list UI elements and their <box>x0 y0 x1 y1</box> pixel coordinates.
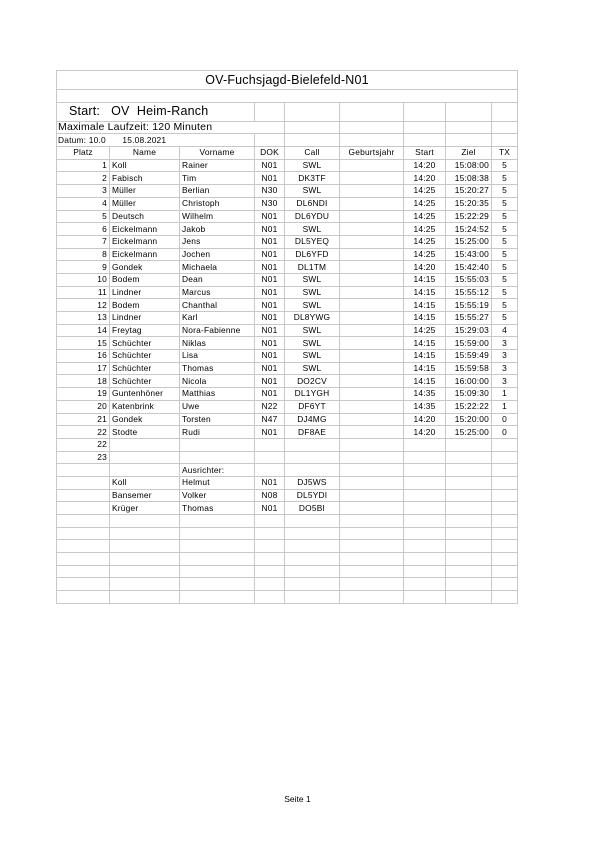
table-cell: 18 <box>57 375 110 388</box>
table-cell: Koll <box>110 159 180 172</box>
table-cell: Schüchter <box>110 375 180 388</box>
table-row <box>57 426 518 439</box>
table-cell: 4 <box>492 324 518 337</box>
table-cell: 15:20:00 <box>446 413 492 426</box>
table-cell: Katenbrink <box>110 400 180 413</box>
table-row <box>57 273 518 286</box>
table-cell: N01 <box>255 159 285 172</box>
table-cell: 15:55:03 <box>446 273 492 286</box>
start-location: Start: OV Heim-Ranch <box>57 102 255 121</box>
table-cell: 8 <box>57 248 110 261</box>
table-cell <box>340 451 404 464</box>
table-cell: DF8AE <box>285 426 340 439</box>
table-row <box>57 223 518 236</box>
table-cell: SWL <box>285 185 340 198</box>
col-header: TX <box>492 147 518 160</box>
ausrichter-row <box>57 489 518 502</box>
col-header: DOK <box>255 147 285 160</box>
table-cell: 5 <box>492 312 518 325</box>
table-cell: 15:55:19 <box>446 299 492 312</box>
table-cell: 20 <box>57 400 110 413</box>
table-cell: N08 <box>255 489 285 502</box>
table-row <box>57 197 518 210</box>
table-cell <box>340 375 404 388</box>
table-cell: Jens <box>180 235 255 248</box>
table-cell: 14:25 <box>404 185 446 198</box>
table-cell: Berlian <box>180 185 255 198</box>
col-header: Geburtsjahr <box>340 147 404 160</box>
table-cell <box>180 438 255 451</box>
col-header: Platz <box>57 147 110 160</box>
table-cell: 5 <box>492 223 518 236</box>
table-cell: Matthias <box>180 388 255 401</box>
table-cell <box>340 350 404 363</box>
table-cell <box>285 451 340 464</box>
table-cell: 14:15 <box>404 286 446 299</box>
table-cell: Schüchter <box>110 350 180 363</box>
table-cell: 15:09:30 <box>446 388 492 401</box>
table-cell <box>340 438 404 451</box>
table-cell: 15:25:00 <box>446 235 492 248</box>
table-cell: SWL <box>285 273 340 286</box>
table-cell: N01 <box>255 362 285 375</box>
table-row <box>57 185 518 198</box>
table-cell: Uwe <box>180 400 255 413</box>
table-cell: 14:15 <box>404 273 446 286</box>
table-row <box>57 210 518 223</box>
col-header: Name <box>110 147 180 160</box>
table-cell: Marcus <box>180 286 255 299</box>
table-cell: N30 <box>255 185 285 198</box>
table-cell <box>340 248 404 261</box>
col-header: Start <box>404 147 446 160</box>
table-cell: N01 <box>255 248 285 261</box>
table-cell: 23 <box>57 451 110 464</box>
table-cell: 5 <box>492 248 518 261</box>
table-cell: Jakob <box>180 223 255 236</box>
table-cell: 14:15 <box>404 375 446 388</box>
table-cell <box>340 312 404 325</box>
table-cell: 6 <box>57 223 110 236</box>
table-cell: N01 <box>255 172 285 185</box>
table-cell: 17 <box>57 362 110 375</box>
table-cell: Volker <box>180 489 255 502</box>
table-cell: 16:00:00 <box>446 375 492 388</box>
table-cell: Koll <box>110 476 180 489</box>
table-row <box>57 362 518 375</box>
table-cell: Jochen <box>180 248 255 261</box>
table-cell: DO2CV <box>285 375 340 388</box>
table-cell: 3 <box>57 185 110 198</box>
table-row <box>57 400 518 413</box>
table-cell: 14:20 <box>404 413 446 426</box>
table-cell: 1 <box>492 388 518 401</box>
table-cell <box>340 400 404 413</box>
table-cell: Rudi <box>180 426 255 439</box>
table-cell <box>340 413 404 426</box>
table-cell: 14:35 <box>404 388 446 401</box>
table-cell: SWL <box>285 159 340 172</box>
table-cell: 14:25 <box>404 223 446 236</box>
table-cell: Gondek <box>110 261 180 274</box>
table-cell <box>340 185 404 198</box>
table-cell: N01 <box>255 337 285 350</box>
table-cell <box>340 235 404 248</box>
table-cell: 14:35 <box>404 400 446 413</box>
table-cell: N30 <box>255 197 285 210</box>
table-cell: 15:22:22 <box>446 400 492 413</box>
table-cell: 4 <box>57 197 110 210</box>
table-cell: 5 <box>57 210 110 223</box>
table-cell: Eickelmann <box>110 235 180 248</box>
table-cell: DJ5WS <box>285 476 340 489</box>
table-cell: 5 <box>492 273 518 286</box>
col-header: Ziel <box>446 147 492 160</box>
table-cell: 15:25:00 <box>446 426 492 439</box>
col-header: Call <box>285 147 340 160</box>
table-cell: 14:20 <box>404 426 446 439</box>
table-cell: 5 <box>492 286 518 299</box>
empty-row <box>57 553 518 566</box>
table-cell: SWL <box>285 362 340 375</box>
ausrichter-row <box>57 502 518 515</box>
table-cell: 10 <box>57 273 110 286</box>
table-cell <box>404 451 446 464</box>
table-cell: 15:55:12 <box>446 286 492 299</box>
table-cell: 15:24:52 <box>446 223 492 236</box>
table-cell: Lindner <box>110 312 180 325</box>
table-cell: 5 <box>492 210 518 223</box>
table-cell <box>492 451 518 464</box>
table-cell <box>255 438 285 451</box>
table-cell: DL5YEQ <box>285 235 340 248</box>
table-cell: 3 <box>492 350 518 363</box>
table-cell: SWL <box>285 223 340 236</box>
table-cell: Eickelmann <box>110 248 180 261</box>
table-cell: Karl <box>180 312 255 325</box>
table-cell <box>446 451 492 464</box>
table-cell: 14:20 <box>404 172 446 185</box>
table-cell: N01 <box>255 502 285 515</box>
table-cell: 15:22:29 <box>446 210 492 223</box>
table-row <box>57 286 518 299</box>
empty-row <box>57 515 518 528</box>
table-cell: 14:25 <box>404 248 446 261</box>
table-cell <box>340 197 404 210</box>
table-cell: Schüchter <box>110 362 180 375</box>
table-cell: 5 <box>492 197 518 210</box>
table-cell <box>340 210 404 223</box>
table-cell <box>446 438 492 451</box>
table-cell: SWL <box>285 286 340 299</box>
table-cell: Bodem <box>110 299 180 312</box>
table-cell: Lindner <box>110 286 180 299</box>
table-cell: Thomas <box>180 362 255 375</box>
spacer-row <box>57 90 518 103</box>
table-cell: Bodem <box>110 273 180 286</box>
table-row <box>57 235 518 248</box>
table-cell: N01 <box>255 286 285 299</box>
table-cell: 15:42:40 <box>446 261 492 274</box>
empty-row <box>57 591 518 604</box>
table-row <box>57 324 518 337</box>
table-cell: N01 <box>255 388 285 401</box>
table-cell: Stodte <box>110 426 180 439</box>
table-cell: DF6YT <box>285 400 340 413</box>
table-cell: 14:25 <box>404 324 446 337</box>
table-cell: N01 <box>255 426 285 439</box>
table-cell: 5 <box>492 235 518 248</box>
table-row <box>57 159 518 172</box>
table-cell: 14:25 <box>404 210 446 223</box>
table-cell: 19 <box>57 388 110 401</box>
table-cell: SWL <box>285 350 340 363</box>
table-cell: N01 <box>255 223 285 236</box>
table-cell: Müller <box>110 185 180 198</box>
table-cell: 15:43:00 <box>446 248 492 261</box>
table-cell: Müller <box>110 197 180 210</box>
table-cell: Wilhelm <box>180 210 255 223</box>
table-cell: 14:15 <box>404 350 446 363</box>
table-cell: Tim <box>180 172 255 185</box>
table-cell: 15:59:49 <box>446 350 492 363</box>
table-cell <box>404 438 446 451</box>
table-cell: 15:20:35 <box>446 197 492 210</box>
table-row <box>57 438 518 451</box>
table-cell: Schüchter <box>110 337 180 350</box>
table-cell <box>255 451 285 464</box>
table-row <box>57 388 518 401</box>
table-cell: 3 <box>492 375 518 388</box>
table-cell: 14:25 <box>404 235 446 248</box>
spreadsheet <box>56 70 517 604</box>
page-title: OV-Fuchsjagd-Bielefeld-N01 <box>57 71 518 90</box>
table-cell: Nora-Fabienne <box>180 324 255 337</box>
ausrichter-label-row <box>57 464 518 477</box>
table-cell <box>340 273 404 286</box>
table-cell: DL8YWG <box>285 312 340 325</box>
table-row <box>57 451 518 464</box>
table-cell: 15:59:58 <box>446 362 492 375</box>
table-cell <box>492 438 518 451</box>
table-row <box>57 261 518 274</box>
table-cell: DL6YDU <box>285 210 340 223</box>
table-cell: 2 <box>57 172 110 185</box>
table-cell <box>340 388 404 401</box>
table-cell: 15:55:27 <box>446 312 492 325</box>
table-cell <box>285 438 340 451</box>
table-cell: 0 <box>492 413 518 426</box>
table-cell <box>340 299 404 312</box>
table-cell: Thomas <box>180 502 255 515</box>
table-cell: Rainer <box>180 159 255 172</box>
table-cell: DK3TF <box>285 172 340 185</box>
empty-row <box>57 565 518 578</box>
table-cell: 0 <box>492 426 518 439</box>
table-cell: SWL <box>285 324 340 337</box>
table-cell: DJ4MG <box>285 413 340 426</box>
table-cell: 5 <box>492 172 518 185</box>
table-row <box>57 350 518 363</box>
table-cell: 14:20 <box>404 261 446 274</box>
table-cell: Guntenhöner <box>110 388 180 401</box>
table-cell: 14 <box>57 324 110 337</box>
table-cell: 16 <box>57 350 110 363</box>
table-cell: DL6NDI <box>285 197 340 210</box>
date <box>57 134 255 147</box>
table-cell: Nicola <box>180 375 255 388</box>
table-cell: SWL <box>285 337 340 350</box>
table-cell: 14:15 <box>404 312 446 325</box>
table-cell: 14:20 <box>404 159 446 172</box>
results-table <box>56 70 518 604</box>
table-cell: Fabisch <box>110 172 180 185</box>
table-cell: 1 <box>57 159 110 172</box>
table-cell <box>340 324 404 337</box>
table-cell: 9 <box>57 261 110 274</box>
table-cell: 15:59:00 <box>446 337 492 350</box>
table-cell: 14:15 <box>404 362 446 375</box>
ausrichter-row <box>57 476 518 489</box>
table-cell <box>340 362 404 375</box>
table-cell: N01 <box>255 324 285 337</box>
table-cell: 15:20:27 <box>446 185 492 198</box>
table-cell: 14:25 <box>404 197 446 210</box>
col-header: Vorname <box>180 147 255 160</box>
table-cell: N01 <box>255 312 285 325</box>
page-footer: Seite 1 <box>284 794 311 804</box>
table-cell: N01 <box>255 299 285 312</box>
table-cell: 5 <box>492 159 518 172</box>
table-cell: Freytag <box>110 324 180 337</box>
table-cell: N01 <box>255 210 285 223</box>
table-cell: 1 <box>492 400 518 413</box>
table-cell <box>340 223 404 236</box>
table-cell: N22 <box>255 400 285 413</box>
table-cell: 15:08:00 <box>446 159 492 172</box>
max-runtime: Maximale Laufzeit: 120 Minuten <box>57 121 285 134</box>
table-row <box>57 172 518 185</box>
table-cell: 14:15 <box>404 299 446 312</box>
table-cell: Krüger <box>110 502 180 515</box>
table-cell: N47 <box>255 413 285 426</box>
table-cell: N01 <box>255 350 285 363</box>
table-cell: SWL <box>285 299 340 312</box>
table-cell: 15:08:38 <box>446 172 492 185</box>
table-cell <box>110 451 180 464</box>
table-cell: 21 <box>57 413 110 426</box>
table-row <box>57 413 518 426</box>
table-cell: Dean <box>180 273 255 286</box>
empty-row <box>57 540 518 553</box>
table-cell: 3 <box>492 337 518 350</box>
table-row <box>57 248 518 261</box>
table-cell <box>340 286 404 299</box>
table-cell: Chanthal <box>180 299 255 312</box>
table-cell: 13 <box>57 312 110 325</box>
table-cell <box>340 159 404 172</box>
table-cell: DL1YGH <box>285 388 340 401</box>
table-cell: Helmut <box>180 476 255 489</box>
table-cell <box>110 438 180 451</box>
table-cell: Lisa <box>180 350 255 363</box>
table-cell <box>180 451 255 464</box>
table-cell: N01 <box>255 261 285 274</box>
table-cell: N01 <box>255 476 285 489</box>
table-cell: 7 <box>57 235 110 248</box>
table-cell <box>340 172 404 185</box>
date-value: 15.08.2021 <box>122 134 167 145</box>
table-cell: 22 <box>57 426 110 439</box>
table-cell <box>340 426 404 439</box>
table-row <box>57 375 518 388</box>
table-cell: Bansemer <box>110 489 180 502</box>
table-cell <box>340 261 404 274</box>
table-cell <box>340 337 404 350</box>
table-cell: 22 <box>57 438 110 451</box>
table-cell: N01 <box>255 273 285 286</box>
table-cell: 5 <box>492 299 518 312</box>
table-cell: N01 <box>255 375 285 388</box>
table-cell: 5 <box>492 185 518 198</box>
table-cell: 11 <box>57 286 110 299</box>
empty-row <box>57 527 518 540</box>
table-cell: Christoph <box>180 197 255 210</box>
table-cell: Eickelmann <box>110 223 180 236</box>
table-cell: Gondek <box>110 413 180 426</box>
header-row <box>57 147 518 160</box>
table-cell: DL5YDI <box>285 489 340 502</box>
table-cell: 15:29:03 <box>446 324 492 337</box>
table-cell: 14:15 <box>404 337 446 350</box>
empty-row <box>57 578 518 591</box>
table-cell: 5 <box>492 261 518 274</box>
table-row <box>57 312 518 325</box>
date-label: Datum: 10.0 <box>58 134 106 145</box>
table-row <box>57 299 518 312</box>
table-cell: Niklas <box>180 337 255 350</box>
table-cell: DL6YFD <box>285 248 340 261</box>
table-cell: N01 <box>255 235 285 248</box>
table-cell: 3 <box>492 362 518 375</box>
table-cell: DO5BI <box>285 502 340 515</box>
table-cell: 15 <box>57 337 110 350</box>
table-row <box>57 337 518 350</box>
ausrichter-label: Ausrichter: <box>180 464 255 477</box>
table-cell: Deutsch <box>110 210 180 223</box>
table-cell: Torsten <box>180 413 255 426</box>
table-cell: Michaela <box>180 261 255 274</box>
table-cell: DL1TM <box>285 261 340 274</box>
table-cell: 12 <box>57 299 110 312</box>
